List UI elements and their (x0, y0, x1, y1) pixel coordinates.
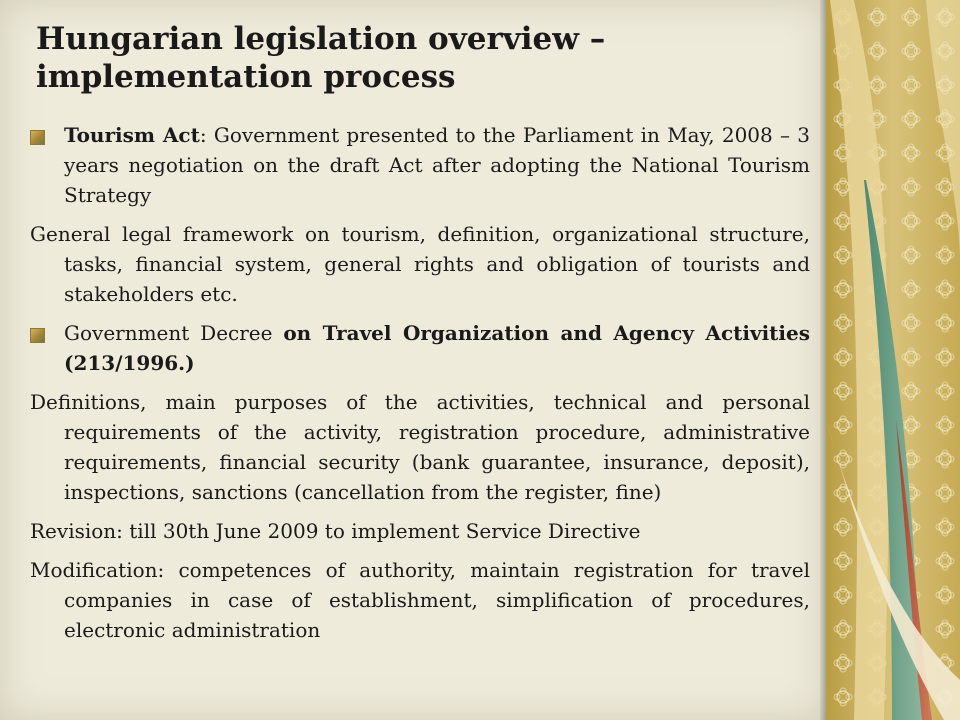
bullet-tourism-act (30, 120, 810, 210)
revision-paragraph: Revision: till 30th June 2009 to implement Service Directive (30, 519, 641, 543)
general-framework-paragraph: General legal framework on tourism, definition, organizational structure, tasks, financial system, general rights and obligation of tourists and stakeholders etc. (30, 222, 810, 306)
slide-title (36, 20, 796, 96)
bullet-government-decree (30, 318, 810, 378)
tourism-act-text: : Government presented to the Parliament in May, 2008 – 3 years negotiation on the draft Act after adopting the National Tourism Strategy (64, 123, 811, 207)
slide-body (30, 120, 810, 654)
definitions-paragraph: Definitions, main purposes of the activities, technical and personal requirements of the activity, registration procedure, administrative requirements, financial security (bank guarantee, insurance, deposit), inspections, sanctions (cancellation from the register, fine) (30, 390, 810, 504)
modification-paragraph: Modification: competences of authority, maintain registration for travel companies in case of establishment, simplification of procedures, electronic administration (30, 558, 810, 642)
square-bullet-icon (30, 130, 45, 145)
tourism-act-label: Tourism Act (64, 123, 200, 147)
decree-title: on Travel Organization and Agency Activities (213/1996.) (64, 321, 810, 375)
square-bullet-icon (30, 328, 45, 343)
decorative-border-art (826, 0, 960, 720)
decree-prefix: Government Decree (64, 321, 284, 345)
slide-title-line2: implementation process (36, 59, 456, 95)
slide-title-line1: Hungarian legislation overview – (36, 21, 606, 57)
